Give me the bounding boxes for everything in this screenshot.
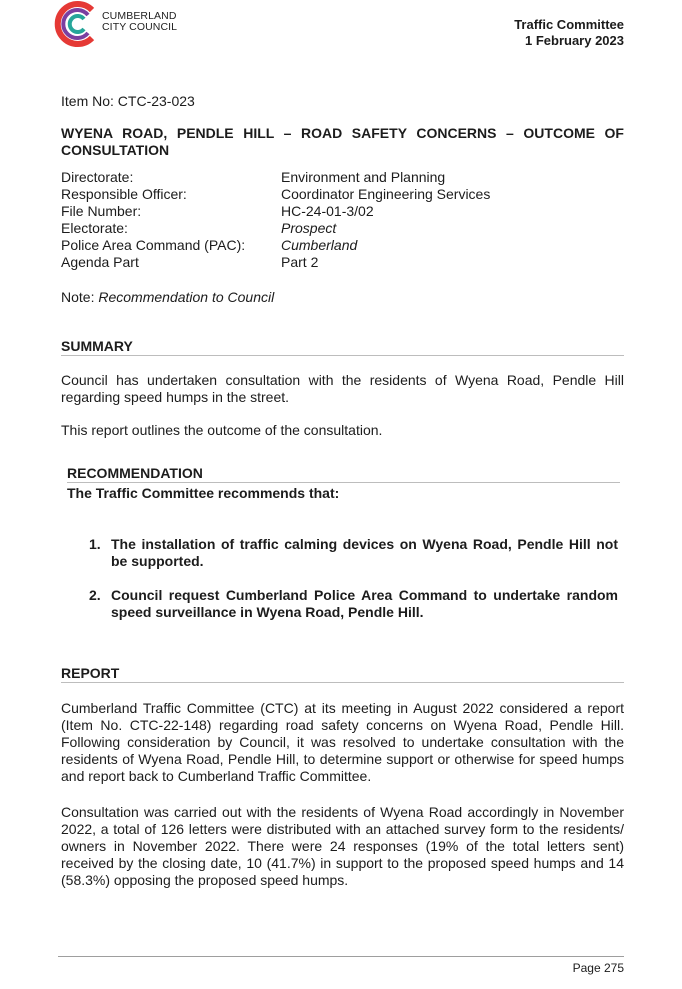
recommendation-block [67,465,620,501]
recommendation-text: Council request Cumberland Police Area Command to undertake random speed surveillance in Wyena Road, Pendle Hill. [111,587,618,620]
meta-label: Electorate: [61,220,128,236]
header-meta [514,17,624,49]
meta-value: Part 2 [281,254,319,270]
council-logo-text [102,11,177,33]
meta-label: Directorate: [61,169,134,185]
report-heading: REPORT [61,665,624,683]
recommendation-text: The installation of traffic calming devices on Wyena Road, Pendle Hill not be supported. [111,536,618,569]
recommendation-number: 1. [89,536,101,552]
meta-value: Coordinator Engineering Services [281,186,491,202]
recommendation-heading: RECOMMENDATION [67,465,620,483]
summary-paragraph: Council has undertaken consultation with the residents of Wyena Road, Pendle Hill regarding speed humps in the street. [61,372,624,405]
summary-paragraph: This report outlines the outcome of the consultation. [61,422,383,438]
committee-name: Traffic Committee [514,17,624,32]
meta-label: Police Area Command (PAC): [61,237,246,253]
council-logo-icon [52,0,100,48]
note-label: Note: [61,289,95,305]
meta-value: HC-24-01-3/02 [281,203,374,219]
meta-row [61,169,624,186]
meta-row [61,237,624,254]
report-paragraph: Cumberland Traffic Committee (CTC) at its meeting in August 2022 considered a report (Item No. CTC-22-148) regarding road safety concerns on Wyena Road, Pendle Hill. Following consideration by Council, it was resolved to undertake consultation with the residents of Wyena Road, Pendle Hill, to determine support or otherwise for speed humps and report back to Cumberland Traffic Committee. [61,700,624,784]
recommendation-item [89,587,618,621]
logo-line-1: CUMBERLAND [102,10,177,22]
meta-label: File Number: [61,203,142,219]
footer-divider [58,956,624,957]
meta-row [61,220,624,237]
meta-value: Cumberland [281,237,358,253]
page-number: Page 275 [572,961,624,975]
meeting-date: 1 February 2023 [524,33,624,48]
note-text: Recommendation to Council [98,289,275,305]
recommendation-intro: The Traffic Committee recommends that: [67,485,340,501]
meta-row [61,254,624,271]
meta-label: Agenda Part [61,254,139,270]
meta-label: Responsible Officer: [61,186,187,202]
meta-row [61,186,624,203]
note [61,289,274,305]
report-title: WYENA ROAD, PENDLE HILL – ROAD SAFETY CONCERNS – OUTCOME OF CONSULTATION [61,125,624,158]
recommendation-item [89,536,618,570]
recommendation-number: 2. [89,587,101,603]
summary-heading: SUMMARY [61,338,624,356]
meta-value: Environment and Planning [281,169,446,185]
item-number: Item No: CTC-23-023 [61,93,195,109]
meta-row [61,203,624,220]
logo-line-2: CITY COUNCIL [102,21,178,33]
meta-value: Prospect [281,220,337,236]
report-paragraph: Consultation was carried out with the residents of Wyena Road accordingly in November 2022, a total of 126 letters were distributed with an attached survey form to the residents/ owners in November 2022. There were 24 responses (19% of the total letters sent) received by the closing date, 10 (41.7%) in support to the proposed speed humps and 14 (58.3%) opposing the proposed speed humps. [61,804,624,888]
report-metadata [61,169,624,271]
